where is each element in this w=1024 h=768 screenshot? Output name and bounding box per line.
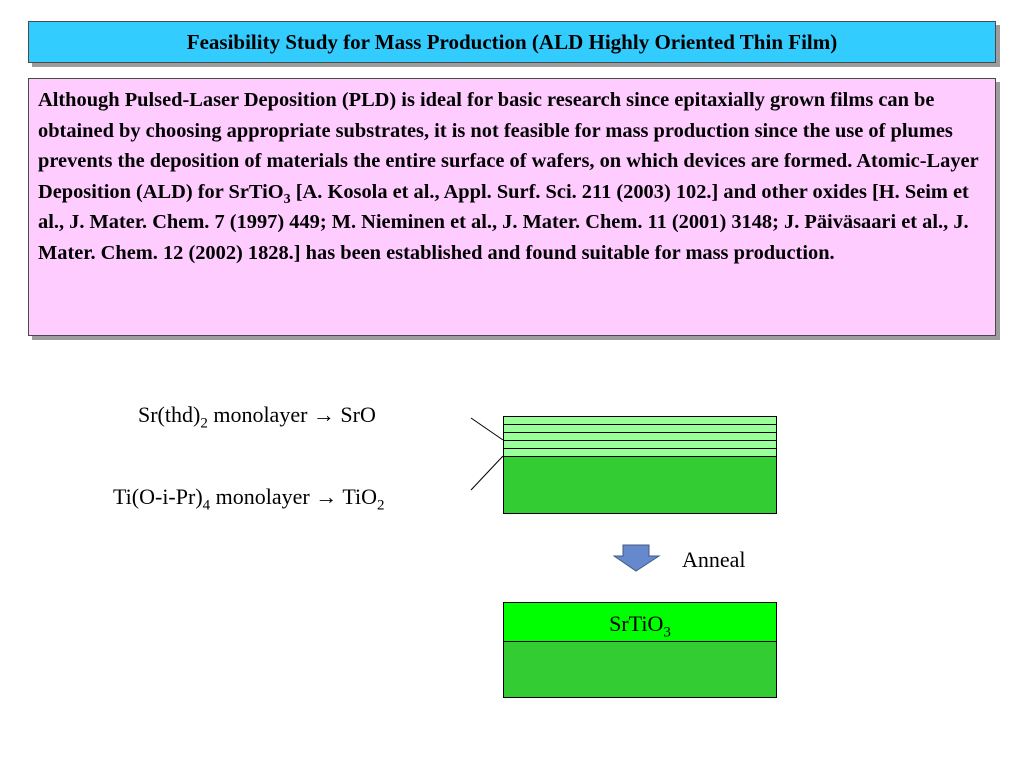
down-arrow-icon [613,544,661,572]
ti-label-rest: monolayer → TiO [210,484,378,509]
substrate-layer-bottom [503,641,777,698]
body-text-part2: [A. Kosola et al., Appl. Surf. Sci. 211 (2003) 102.] and other oxides [H. Seim et al., J. Mater. Chem. 7 (1997) 449; M. Nieminen et al., J. Mater. Chem. 11 (2001) 3148; J. Päiväsaari et al., J. Mater. Chem. 12 (2002) 1828.] has been established and found suitable for mass production. [38,180,969,264]
srtio3-label [503,611,777,641]
ti-label-sub2: 2 [377,497,385,514]
ti-label-sub: 4 [202,497,211,514]
srtio3-label-sub: 3 [663,624,671,641]
srtio3-label-main: SrTiO [609,611,664,636]
ti-label-main: Ti(O-i-Pr) [113,484,203,509]
body-text-part1: Although Pulsed-Laser Deposition (PLD) is ideal for basic research since epitaxially grown films can be obtained by choosing appropriate substrates, it is not feasible for mass production since the use of plumes prevents the deposition of materials the entire surface of wafers, on which devices are formed. Atomic-Layer Deposition (ALD) for SrTiO [38,89,979,203]
sr-pointer-line [471,418,503,440]
slide-title: Feasibility Study for Mass Production (ALD Highly Oriented Thin Film) [186,29,838,54]
body-subscript: 3 [283,191,291,207]
sr-label-rest: monolayer → SrO [207,402,376,427]
arrow-shape [614,545,659,571]
sr-label-sub: 2 [200,415,208,432]
substrate-layer-top [503,456,777,514]
ti-pointer-line [471,456,503,490]
sr-label-main: Sr(thd) [138,402,201,427]
anneal-label: Anneal [682,547,746,572]
